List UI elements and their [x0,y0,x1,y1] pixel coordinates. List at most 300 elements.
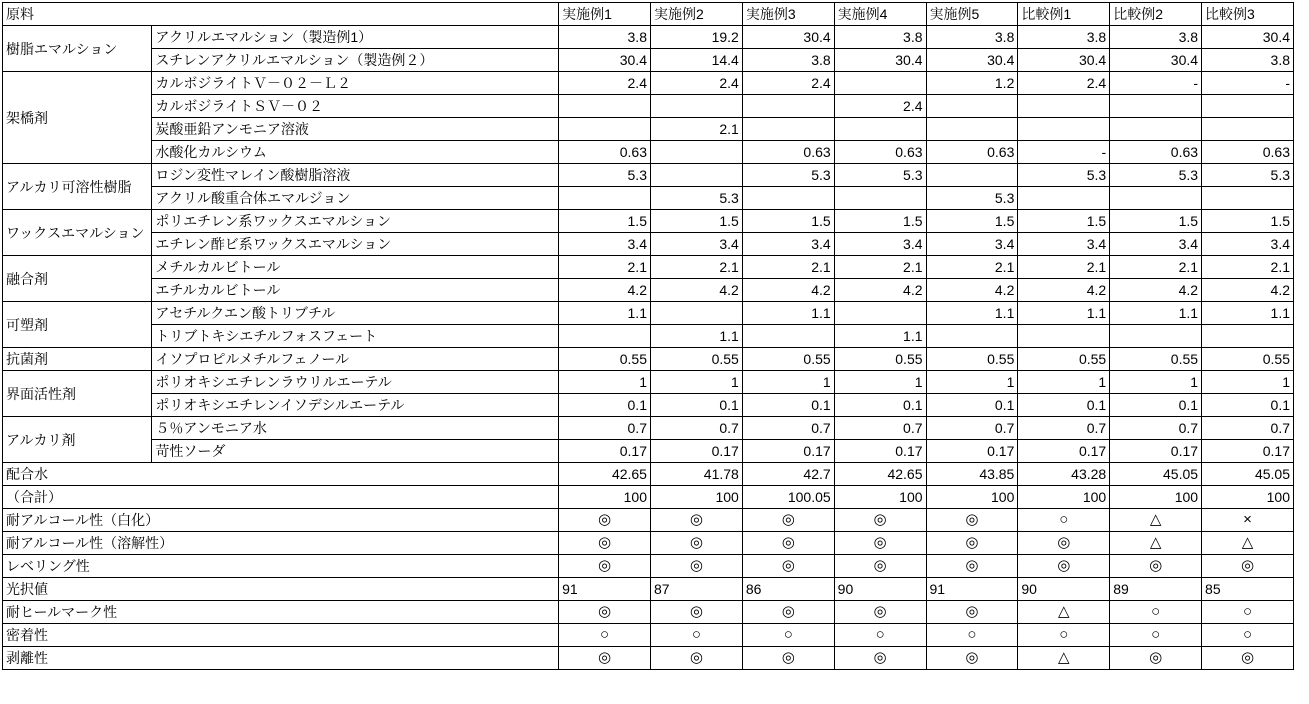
rating-cell: ◎ [834,601,926,624]
material-cell: ロジン変性マレイン酸樹脂溶液 [152,164,559,187]
value-cell: 0.17 [1110,440,1202,463]
category-cell: 融合剤 [3,256,152,302]
value-cell: 91 [926,578,1018,601]
value-cell: 1.1 [650,325,742,348]
value-cell: 5.3 [559,164,651,187]
rating-cell: ◎ [650,509,742,532]
rating-cell: ◎ [834,509,926,532]
value-cell: 1 [926,371,1018,394]
value-cell [650,141,742,164]
value-cell: 1 [834,371,926,394]
value-cell: 2.1 [1202,256,1294,279]
value-cell [834,72,926,95]
value-cell: 0.7 [742,417,834,440]
value-cell: 2.1 [1018,256,1110,279]
rating-cell: ◎ [926,601,1018,624]
row-label: レベリング性 [3,555,559,578]
table-body [3,3,1294,670]
material-cell: メチルカルビトール [152,256,559,279]
value-cell: 5.3 [926,187,1018,210]
value-cell: 2.4 [559,72,651,95]
value-cell: 2.4 [742,72,834,95]
table-row [3,118,1294,141]
value-cell [742,325,834,348]
value-cell: 0.55 [1110,348,1202,371]
rating-cell: ○ [1018,624,1110,647]
value-cell: 3.8 [742,49,834,72]
value-cell: 1.1 [1018,302,1110,325]
value-cell [926,118,1018,141]
value-cell: 3.4 [1202,233,1294,256]
rating-cell: △ [1110,509,1202,532]
value-cell: 43.28 [1018,463,1110,486]
row-label: 配合水 [3,463,559,486]
rating-cell: ◎ [742,601,834,624]
table-row [3,256,1294,279]
value-cell: 3.4 [742,233,834,256]
value-cell: 100 [926,486,1018,509]
value-cell: 87 [650,578,742,601]
value-cell: 5.3 [742,164,834,187]
value-cell: 30.4 [834,49,926,72]
row-label: 耐アルコール性（白化） [3,509,559,532]
rating-cell: ◎ [1202,555,1294,578]
table-row [3,463,1294,486]
value-cell: 1.5 [926,210,1018,233]
table-row [3,49,1294,72]
rating-cell: ○ [834,624,926,647]
value-cell: 30.4 [926,49,1018,72]
header-column-1: 実施例1 [559,3,651,26]
value-cell: 0.1 [559,394,651,417]
value-cell: 4.2 [926,279,1018,302]
value-cell: 3.8 [926,26,1018,49]
material-cell: カルボジライトＶ－０２－Ｌ２ [152,72,559,95]
header-column-6: 比較例1 [1018,3,1110,26]
table-row [3,578,1294,601]
value-cell: - [1018,141,1110,164]
value-cell: 0.63 [834,141,926,164]
value-cell: 0.55 [1202,348,1294,371]
value-cell: 0.1 [1202,394,1294,417]
value-cell: 85 [1202,578,1294,601]
table-row [3,647,1294,670]
value-cell: 1.1 [1110,302,1202,325]
value-cell: 0.1 [834,394,926,417]
value-cell: 0.55 [559,348,651,371]
value-cell: 0.63 [559,141,651,164]
value-cell: 1.1 [742,302,834,325]
value-cell: 5.3 [650,187,742,210]
table-row [3,164,1294,187]
row-label: 耐ヒールマーク性 [3,601,559,624]
value-cell [926,164,1018,187]
value-cell: 5.3 [1110,164,1202,187]
value-cell [650,164,742,187]
category-cell: 架橋剤 [3,72,152,164]
material-cell: ポリオキシエチレンラウリルエーテル [152,371,559,394]
rating-cell: ◎ [1110,555,1202,578]
material-cell: エチレン酢ビ系ワックスエマルション [152,233,559,256]
value-cell: 2.1 [742,256,834,279]
rating-cell: ○ [926,624,1018,647]
value-cell: 30.4 [742,26,834,49]
table-row [3,532,1294,555]
material-cell: 炭酸亜鉛アンモニア溶液 [152,118,559,141]
value-cell: 100 [1110,486,1202,509]
rating-cell: ◎ [926,509,1018,532]
material-cell: イソプロピルメチルフェノール [152,348,559,371]
value-cell: 1 [559,371,651,394]
rating-cell: ◎ [559,532,651,555]
value-cell: 14.4 [650,49,742,72]
value-cell: 2.4 [650,72,742,95]
value-cell [559,118,651,141]
material-cell: アクリル酸重合体エマルジョン [152,187,559,210]
table-row [3,555,1294,578]
rating-cell: ◎ [926,532,1018,555]
value-cell: 2.1 [650,256,742,279]
value-cell: 3.4 [650,233,742,256]
value-cell: 1 [1018,371,1110,394]
rating-cell: △ [1202,532,1294,555]
material-cell: 苛性ソーダ [152,440,559,463]
value-cell [834,118,926,141]
value-cell [1018,325,1110,348]
material-cell: 水酸化カルシウム [152,141,559,164]
value-cell: 3.8 [1018,26,1110,49]
value-cell: 42.7 [742,463,834,486]
value-cell: 0.55 [834,348,926,371]
table-row [3,210,1294,233]
category-cell: 抗菌剤 [3,348,152,371]
value-cell: 0.17 [1018,440,1110,463]
value-cell: 0.1 [1110,394,1202,417]
value-cell: 0.7 [1202,417,1294,440]
rating-cell: ◎ [650,601,742,624]
value-cell: 0.1 [650,394,742,417]
table-row [3,187,1294,210]
material-cell: ポリオキシエチレンイソデシルエーテル [152,394,559,417]
value-cell: 1 [650,371,742,394]
category-cell: 可塑剤 [3,302,152,348]
value-cell: 0.55 [742,348,834,371]
rating-cell: ◎ [650,647,742,670]
rating-cell: ○ [1202,601,1294,624]
value-cell: 2.1 [1110,256,1202,279]
value-cell: - [1202,72,1294,95]
value-cell: 30.4 [1018,49,1110,72]
rating-cell: ○ [1202,624,1294,647]
category-cell: 樹脂エマルション [3,26,152,72]
value-cell: 1.1 [559,302,651,325]
value-cell [1018,95,1110,118]
table-row [3,601,1294,624]
value-cell: 100 [1202,486,1294,509]
value-cell: 5.3 [1202,164,1294,187]
value-cell: 5.3 [834,164,926,187]
value-cell: 30.4 [1202,26,1294,49]
header-column-4: 実施例4 [834,3,926,26]
rating-cell: ◎ [559,555,651,578]
row-label: 光択値 [3,578,559,601]
table-row [3,141,1294,164]
header-column-2: 実施例2 [650,3,742,26]
value-cell: 100 [559,486,651,509]
value-cell: 1.1 [834,325,926,348]
value-cell: 42.65 [834,463,926,486]
value-cell: 0.7 [1110,417,1202,440]
value-cell: 3.4 [559,233,651,256]
value-cell: 2.1 [650,118,742,141]
value-cell [559,187,651,210]
value-cell: 3.8 [1202,49,1294,72]
table-row [3,486,1294,509]
rating-cell: ◎ [559,509,651,532]
value-cell: 30.4 [1110,49,1202,72]
rating-cell: ◎ [834,532,926,555]
rating-cell: ◎ [1110,647,1202,670]
value-cell: 1 [1110,371,1202,394]
row-label: （合計） [3,486,559,509]
rating-cell: ◎ [742,647,834,670]
value-cell: 43.85 [926,463,1018,486]
material-cell: スチレンアクリルエマルション（製造例２） [152,49,559,72]
table-row [3,348,1294,371]
header-column-8: 比較例3 [1202,3,1294,26]
value-cell: 0.55 [926,348,1018,371]
category-cell: アルカリ可溶性樹脂 [3,164,152,210]
value-cell: 45.05 [1110,463,1202,486]
rating-cell: ◎ [926,555,1018,578]
rating-cell: ○ [1110,601,1202,624]
rating-cell: ◎ [650,555,742,578]
value-cell [834,187,926,210]
value-cell: 0.7 [1018,417,1110,440]
table-row [3,233,1294,256]
value-cell [559,95,651,118]
value-cell: 0.1 [742,394,834,417]
value-cell [834,302,926,325]
category-cell: アルカリ剤 [3,417,152,463]
value-cell: 1.2 [926,72,1018,95]
category-cell: 界面活性剤 [3,371,152,417]
value-cell [742,118,834,141]
value-cell [1018,118,1110,141]
value-cell: 0.7 [559,417,651,440]
value-cell: 5.3 [1018,164,1110,187]
value-cell: 86 [742,578,834,601]
value-cell: 41.78 [650,463,742,486]
value-cell: 1.5 [1018,210,1110,233]
value-cell [926,325,1018,348]
value-cell: 100 [834,486,926,509]
value-cell: 0.63 [1110,141,1202,164]
rating-cell: × [1202,509,1294,532]
value-cell: 3.4 [1110,233,1202,256]
value-cell: 1.1 [926,302,1018,325]
table-row [3,279,1294,302]
value-cell [1110,187,1202,210]
value-cell: 42.65 [559,463,651,486]
material-cell: アセチルクエン酸トリブチル [152,302,559,325]
row-label: 密着性 [3,624,559,647]
value-cell: 4.2 [1018,279,1110,302]
value-cell: 0.63 [1202,141,1294,164]
value-cell: 2.1 [926,256,1018,279]
rating-cell: ◎ [926,647,1018,670]
table-row [3,394,1294,417]
rating-cell: ◎ [1202,647,1294,670]
value-cell: 4.2 [742,279,834,302]
material-cell: カルボジライトＳＶ－０２ [152,95,559,118]
header-raw-material: 原料 [3,3,559,26]
value-cell: 0.17 [834,440,926,463]
value-cell: 4.2 [1202,279,1294,302]
value-cell: 1.5 [650,210,742,233]
rating-cell: ○ [1110,624,1202,647]
rating-cell: ◎ [559,647,651,670]
value-cell: 0.63 [742,141,834,164]
material-cell: エチルカルビトール [152,279,559,302]
table-header-row [3,3,1294,26]
value-cell: 3.4 [1018,233,1110,256]
value-cell: 1.1 [1202,302,1294,325]
value-cell: 90 [834,578,926,601]
rating-cell: ◎ [834,555,926,578]
value-cell: 0.55 [1018,348,1110,371]
value-cell [742,95,834,118]
value-cell: 3.4 [834,233,926,256]
value-cell [1202,95,1294,118]
rating-cell: △ [1018,647,1110,670]
rating-cell: ○ [1018,509,1110,532]
value-cell: 3.4 [926,233,1018,256]
value-cell: 100 [650,486,742,509]
material-cell: ポリエチレン系ワックスエマルション [152,210,559,233]
value-cell: 3.8 [559,26,651,49]
formulation-table [2,2,1294,670]
value-cell: 2.4 [1018,72,1110,95]
rating-cell: ○ [742,624,834,647]
rating-cell: ◎ [1018,532,1110,555]
header-column-7: 比較例2 [1110,3,1202,26]
formulation-table-sheet [0,2,1309,704]
material-cell: トリブトキシエチルフォスフェート [152,325,559,348]
value-cell [1202,187,1294,210]
value-cell: 0.17 [559,440,651,463]
value-cell [650,302,742,325]
rating-cell: ◎ [559,601,651,624]
value-cell: 1 [742,371,834,394]
value-cell: 1.5 [559,210,651,233]
rating-cell: ○ [650,624,742,647]
value-cell: 30.4 [559,49,651,72]
value-cell [1110,325,1202,348]
rating-cell: ◎ [742,532,834,555]
value-cell: - [1110,72,1202,95]
value-cell: 0.7 [834,417,926,440]
value-cell: 2.1 [834,256,926,279]
value-cell: 4.2 [650,279,742,302]
value-cell: 19.2 [650,26,742,49]
rating-cell: ◎ [834,647,926,670]
rating-cell: ◎ [1018,555,1110,578]
value-cell: 0.55 [650,348,742,371]
value-cell: 91 [559,578,651,601]
value-cell [1110,95,1202,118]
value-cell [1202,325,1294,348]
value-cell [742,187,834,210]
table-row [3,26,1294,49]
value-cell: 0.1 [1018,394,1110,417]
value-cell [1110,118,1202,141]
row-label: 耐アルコール性（溶解性） [3,532,559,555]
value-cell [1202,118,1294,141]
value-cell: 3.8 [834,26,926,49]
table-row [3,440,1294,463]
value-cell: 45.05 [1202,463,1294,486]
table-row [3,371,1294,394]
value-cell: 1.5 [834,210,926,233]
table-row [3,72,1294,95]
header-column-5: 実施例5 [926,3,1018,26]
value-cell: 0.17 [1202,440,1294,463]
material-cell: アクリルエマルション（製造例1） [152,26,559,49]
value-cell: 0.7 [926,417,1018,440]
header-column-3: 実施例3 [742,3,834,26]
value-cell: 0.1 [926,394,1018,417]
table-row [3,417,1294,440]
rating-cell: ◎ [742,555,834,578]
value-cell: 1.5 [1202,210,1294,233]
value-cell [1018,187,1110,210]
value-cell: 100.05 [742,486,834,509]
value-cell: 0.17 [650,440,742,463]
value-cell [650,95,742,118]
rating-cell: ○ [559,624,651,647]
value-cell: 0.63 [926,141,1018,164]
value-cell: 4.2 [559,279,651,302]
value-cell [926,95,1018,118]
value-cell: 0.7 [650,417,742,440]
value-cell: 100 [1018,486,1110,509]
material-cell: ５％アンモニア水 [152,417,559,440]
table-row [3,509,1294,532]
value-cell: 90 [1018,578,1110,601]
value-cell: 4.2 [1110,279,1202,302]
value-cell: 2.1 [559,256,651,279]
value-cell: 0.17 [926,440,1018,463]
value-cell: 3.8 [1110,26,1202,49]
rating-cell: △ [1110,532,1202,555]
rating-cell: ◎ [650,532,742,555]
rating-cell: △ [1018,601,1110,624]
value-cell: 0.17 [742,440,834,463]
table-row [3,624,1294,647]
value-cell: 1.5 [742,210,834,233]
table-row [3,302,1294,325]
table-row [3,325,1294,348]
rating-cell: ◎ [742,509,834,532]
value-cell: 1 [1202,371,1294,394]
value-cell: 89 [1110,578,1202,601]
value-cell [559,325,651,348]
value-cell: 2.4 [834,95,926,118]
category-cell: ワックスエマルション [3,210,152,256]
value-cell: 4.2 [834,279,926,302]
table-row [3,95,1294,118]
